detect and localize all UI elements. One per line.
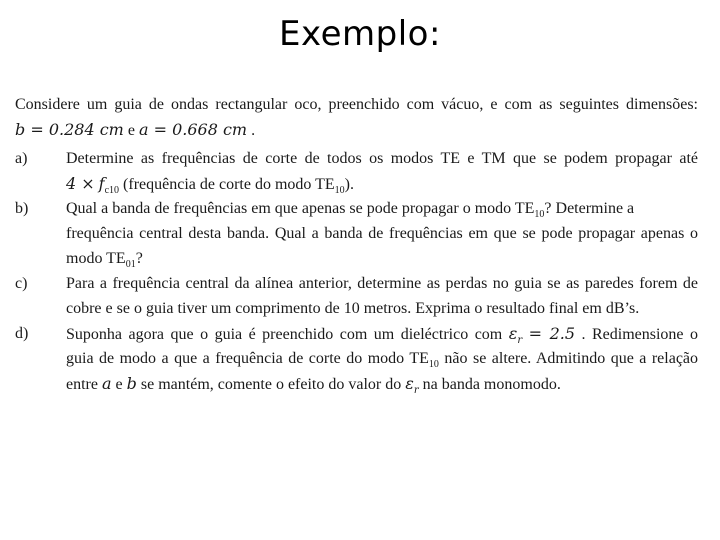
dimension-connector: e: [127, 122, 135, 139]
item-d-var-b: b: [126, 374, 137, 393]
problem-statement: [15, 92, 698, 396]
item-b-line-2: frequência central desta banda. Qual a banda de frequências em que se pode propagar apenas o: [66, 225, 698, 242]
item-d-line-3-p2: se mantém, comente o efeito do valor do: [140, 376, 402, 393]
item-a-letter: a): [15, 150, 28, 167]
dimension-a: a = 0.668 cm: [138, 120, 248, 139]
item-d-letter: d): [15, 325, 29, 342]
item-a-fc-sub: c10: [104, 185, 120, 197]
item-a-paren-close: ).: [344, 176, 354, 193]
problem-item-a: [15, 146, 698, 196]
item-c-line-1: Para a frequência central da alínea anterior, determine as perdas no guia se as paredes forem de: [66, 275, 698, 292]
dimension-b: b = 0.284 cm: [15, 120, 124, 139]
item-d-line-3-p3: na banda monomodo.: [422, 376, 561, 393]
item-b-line-3-pre: modo TE: [66, 250, 126, 267]
item-a-line-2: [66, 171, 698, 196]
item-d-epsilon-2: ε: [405, 374, 414, 393]
item-d-epsilon-sub: r: [517, 335, 523, 347]
item-b-line-3-post: ?: [135, 250, 143, 267]
item-a-fc: f: [98, 174, 105, 193]
item-b-letter: b): [15, 200, 29, 217]
item-d-var-a: a: [101, 374, 112, 393]
item-d-line-2-sub: 10: [428, 359, 439, 371]
problem-intro: Considere um guia de ondas rectangular oco, preenchido com vácuo, e com as seguintes dimensões:: [15, 96, 698, 113]
dimension-end: .: [251, 122, 256, 139]
problem-dimensions: [15, 117, 698, 142]
item-b-line-3-sub: 01: [125, 259, 136, 271]
item-a-paren-open: (frequência de corte do modo TE: [123, 176, 335, 193]
slide-title: Exemplo:: [279, 14, 441, 54]
item-b-line-1-pre: Qual a banda de frequências em que apenas se pode propagar o modo TE: [66, 200, 535, 217]
item-b-line-1-post: ? Determine a: [544, 200, 635, 217]
item-a-mode-sub: 10: [334, 185, 345, 197]
item-d-line-2-pre: guia de modo a que a frequência de corte do modo TE: [66, 350, 429, 367]
problem-item-d: [15, 321, 698, 396]
item-d-line-1-pre: Suponha agora que o guia é preenchido com um dieléctrico com: [66, 326, 503, 343]
item-c-line-2: cobre e se o guia tiver um comprimento de 10 metros. Exprima o resultado final em dB’s.: [66, 300, 640, 317]
item-d-line-3: [66, 371, 698, 396]
item-d-line-3-p1: entre: [66, 376, 98, 393]
item-d-line-1: [66, 321, 698, 346]
problem-item-b: [15, 196, 698, 271]
item-d-line-1-post: . Redimensione o: [581, 326, 699, 343]
item-d-epsilon-2-sub: r: [413, 385, 419, 397]
problem-item-c: [15, 271, 698, 321]
item-d-epsilon-value: = 2.5: [528, 324, 576, 343]
item-d-line-2-post: não se altere. Admitindo que a relação: [444, 350, 699, 367]
item-b-line-1-sub: 10: [534, 209, 545, 221]
item-d-line-3-e: e: [115, 376, 123, 393]
item-b-line-1: [66, 196, 698, 221]
item-a-line-1: Determine as frequências de corte de todos os modos TE e TM que se podem propagar até: [66, 150, 698, 167]
item-b-line-3: [66, 246, 698, 271]
item-a-factor: 4 ×: [66, 174, 95, 193]
item-d-epsilon: ε: [508, 324, 518, 343]
item-d-line-2: [66, 346, 698, 371]
item-c-letter: c): [15, 275, 28, 292]
